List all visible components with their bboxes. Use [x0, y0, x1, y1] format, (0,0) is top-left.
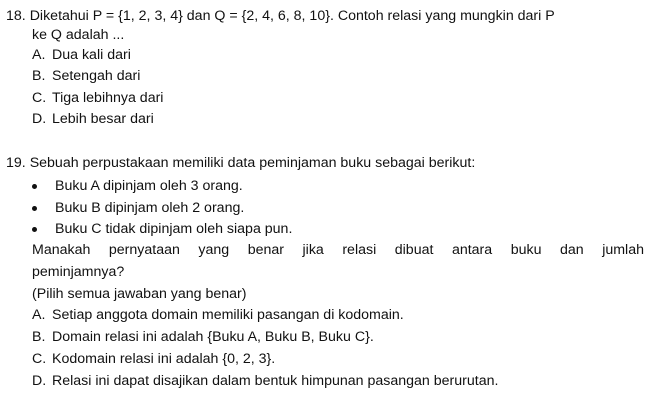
question-19-option-d: [0, 372, 653, 390]
option-text: Lebih besar dari: [52, 111, 154, 127]
option-letter: A.: [32, 47, 46, 63]
question-18-option-c: [0, 89, 653, 107]
question-18-stem-line-1: [6, 7, 555, 25]
option-text: Setiap anggota domain memiliki pasangan di kodomain.: [52, 307, 404, 323]
option-letter: C.: [32, 351, 47, 367]
option-text: Domain relasi ini adalah {Buku A, Buku B, Buku C}.: [52, 329, 374, 345]
question-19-bullet-3: [0, 220, 653, 238]
question-18-stem-text: Diketahui P = {1, 2, 3, 4} dan Q = {2, 4, 6, 8, 10}. Contoh relasi yang mungkin dari P: [29, 8, 555, 24]
option-letter: B.: [32, 68, 46, 84]
question-19-prompt-line-1: Manakah pernyataan yang benar jika relasi dibuat antara buku dan jumlah: [32, 242, 644, 258]
question-19-bullet-1: [0, 177, 653, 195]
question-19-number: 19.: [6, 155, 26, 171]
bullet-text: Buku B dipinjam oleh 2 orang.: [55, 200, 245, 216]
option-letter: D.: [32, 373, 47, 389]
bullet-icon: [32, 206, 37, 211]
question-18-stem-line-2: ke Q adalah ...: [32, 27, 125, 43]
option-letter: D.: [32, 111, 47, 127]
question-19-bullet-2: [0, 199, 653, 217]
bullet-text: Buku A dipinjam oleh 3 orang.: [55, 178, 243, 194]
option-text: Kodomain relasi ini adalah {0, 2, 3}.: [52, 351, 276, 367]
option-text: Setengah dari: [52, 68, 141, 84]
option-text: Relasi ini dapat disajikan dalam bentuk himpunan pasangan berurutan.: [52, 373, 499, 389]
option-letter: A.: [32, 307, 46, 323]
question-19-option-b: [0, 328, 653, 346]
question-18-number: 18.: [6, 8, 26, 24]
bullet-text: Buku C tidak dipinjam oleh siapa pun.: [55, 221, 293, 237]
question-19-instruction: (Pilih semua jawaban yang benar): [32, 286, 247, 302]
bullet-icon: [32, 184, 37, 189]
question-19-option-c: [0, 350, 653, 368]
question-19-stem: [6, 154, 475, 172]
option-text: Dua kali dari: [52, 47, 131, 63]
option-text: Tiga lebihnya dari: [52, 90, 164, 106]
question-18-option-b: [0, 67, 653, 85]
bullet-icon: [32, 227, 37, 232]
option-letter: B.: [32, 329, 46, 345]
question-18-option-a: [0, 46, 653, 64]
question-19-prompt-line-2: peminjamnya?: [32, 264, 125, 280]
option-letter: C.: [32, 90, 47, 106]
question-18-option-d: [0, 110, 653, 128]
question-19-stem-text: Sebuah perpustakaan memiliki data peminjaman buku sebagai berikut:: [29, 155, 476, 171]
question-19-option-a: [0, 306, 653, 324]
